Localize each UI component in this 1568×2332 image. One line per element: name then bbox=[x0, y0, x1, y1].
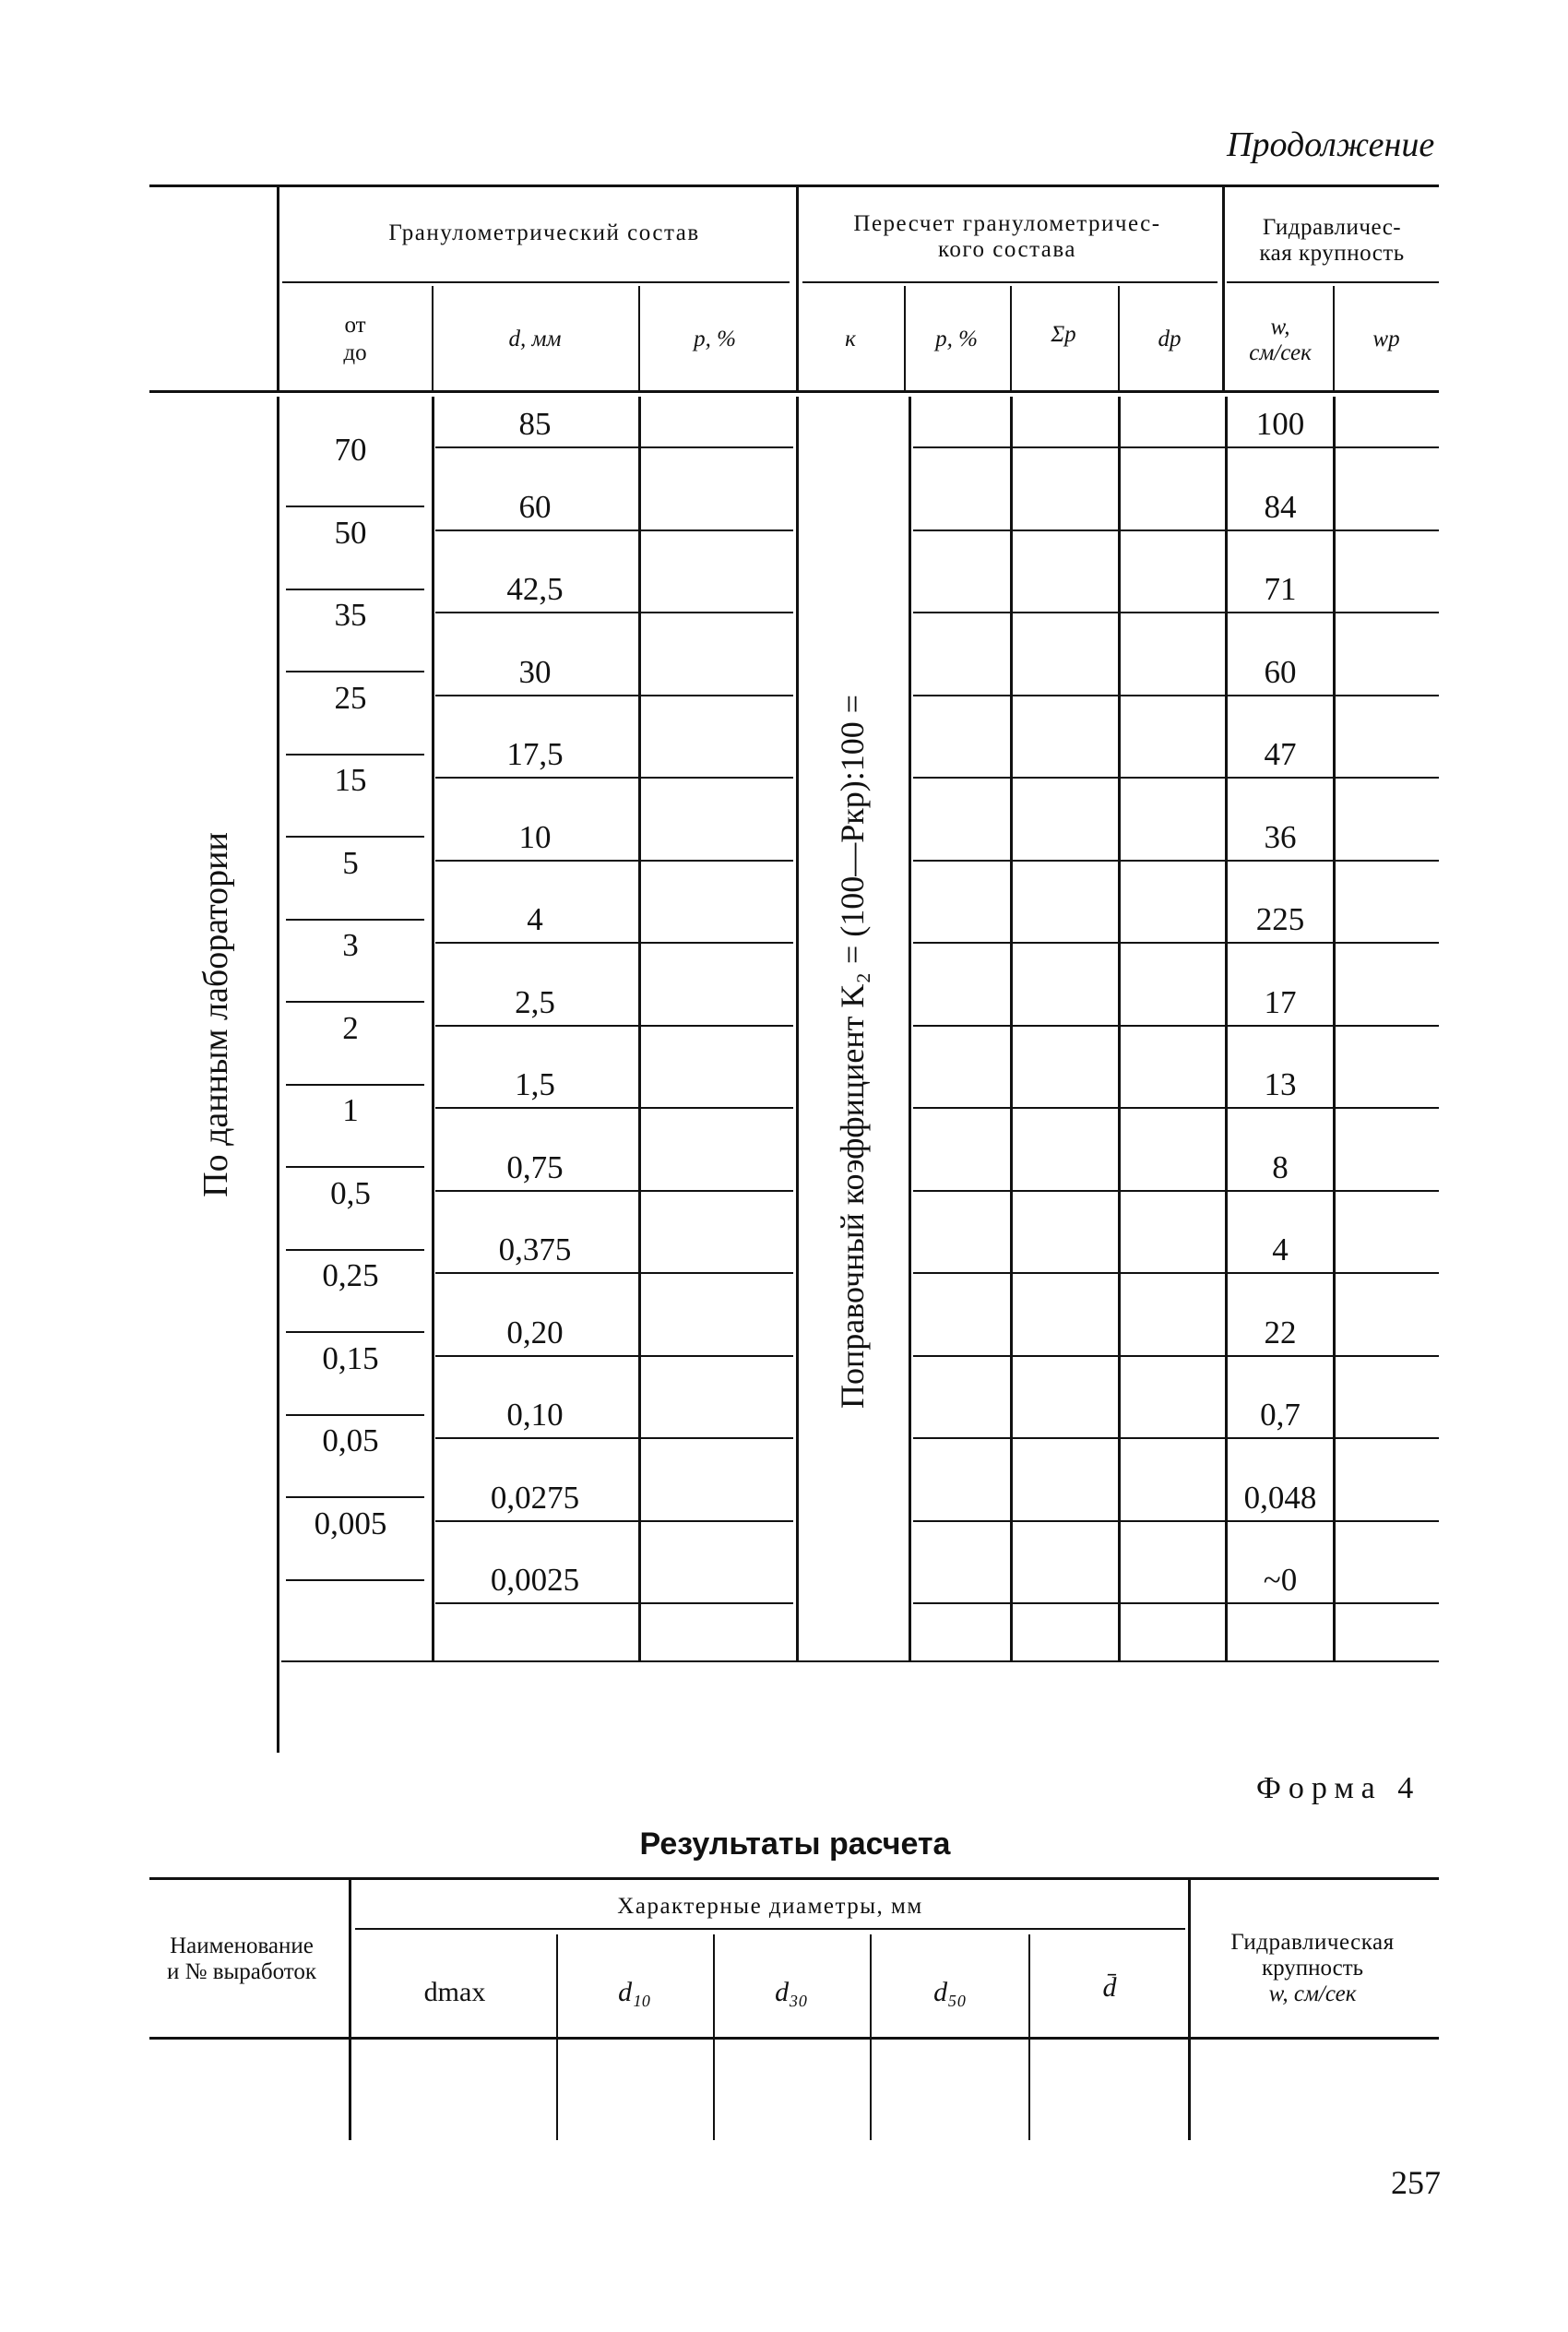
bound-rule bbox=[286, 1084, 424, 1086]
w-row-rule bbox=[913, 446, 1439, 448]
table2-hydraulic-line1: Гидравлическая bbox=[1230, 1930, 1395, 1955]
d-row-rule bbox=[435, 777, 793, 779]
correction-coefficient-label: Поправочный коэффициент K₂ = (100—Pкр):100 = bbox=[834, 694, 871, 1410]
d-row-rule bbox=[435, 612, 793, 613]
d-value: 42,5 bbox=[506, 571, 564, 607]
col-header-wp: wp bbox=[1372, 327, 1400, 351]
header-divider-group2 bbox=[1222, 184, 1225, 390]
d-value: 30 bbox=[518, 653, 552, 690]
col-header-sum-p: Σp bbox=[1051, 322, 1076, 347]
w-value: 60 bbox=[1264, 653, 1297, 690]
table2-diam-header: Характерные диаметры, мм bbox=[617, 1894, 923, 1919]
bound-rule bbox=[286, 1496, 424, 1498]
d-row-rule bbox=[435, 1437, 793, 1439]
bound-rule bbox=[286, 1001, 424, 1003]
w-value: 71 bbox=[1264, 571, 1297, 607]
col-header-w: w, bbox=[1270, 315, 1290, 339]
bound-value: 0,5 bbox=[330, 1174, 371, 1211]
w-value: 4 bbox=[1272, 1231, 1289, 1267]
bound-value: 0,005 bbox=[314, 1505, 387, 1541]
d-row-rule bbox=[435, 1602, 793, 1604]
diam-col-d50: d₅₀ bbox=[933, 1977, 967, 2007]
body-left-border bbox=[277, 397, 279, 1753]
header-subrule-hydraulic bbox=[1227, 281, 1439, 283]
bound-value: 25 bbox=[334, 679, 367, 716]
body-divider-k-left bbox=[796, 397, 799, 1660]
w-value: 84 bbox=[1264, 488, 1297, 525]
w-row-rule bbox=[913, 1190, 1439, 1192]
bound-value: 0,15 bbox=[322, 1339, 379, 1376]
table2-top-rule bbox=[149, 1877, 1439, 1880]
body-divider-w bbox=[1333, 397, 1336, 1660]
d-value: 17,5 bbox=[506, 736, 564, 772]
body-divider-k-right bbox=[909, 397, 911, 1660]
header-hydraulic-line1: Гидравличес- bbox=[1262, 215, 1402, 240]
diam-col-dmax: dmax bbox=[423, 1977, 486, 2007]
col-header-from: от bbox=[344, 313, 366, 338]
d-value: 0,0025 bbox=[490, 1562, 580, 1598]
d-value: 0,375 bbox=[498, 1231, 572, 1267]
header-bottom-rule bbox=[149, 390, 1439, 393]
w-row-rule bbox=[913, 529, 1439, 531]
diam-col-dmean: d̄ bbox=[1102, 1972, 1117, 2003]
bound-rule bbox=[286, 836, 424, 838]
header-recalc-line1: Пересчет гранулометричес- bbox=[853, 211, 1161, 236]
w-row-rule bbox=[913, 612, 1439, 613]
w-value: 22 bbox=[1264, 1314, 1297, 1350]
col-header-k: к bbox=[845, 327, 856, 351]
header-divider-p bbox=[638, 286, 640, 390]
header-divider-d bbox=[432, 286, 434, 390]
table2-divider-2 bbox=[713, 1934, 715, 2140]
w-row-rule bbox=[913, 1025, 1439, 1027]
bound-rule bbox=[286, 919, 424, 921]
bound-rule bbox=[286, 1166, 424, 1168]
header-divider-sum bbox=[1118, 286, 1120, 390]
bound-value: 50 bbox=[334, 514, 367, 551]
table2-diam-subrule bbox=[355, 1928, 1185, 1930]
d-value: 1,5 bbox=[515, 1066, 555, 1102]
bound-rule bbox=[286, 1414, 424, 1416]
d-value: 0,0275 bbox=[490, 1479, 580, 1516]
table2-hydraulic-line2: крупность bbox=[1261, 1956, 1364, 1981]
d-row-rule bbox=[435, 1355, 793, 1357]
table2-header-bottom-rule bbox=[149, 2037, 1439, 2040]
col-header-p: p, % bbox=[694, 327, 736, 351]
header-divider-w bbox=[1333, 286, 1335, 390]
bound-rule bbox=[286, 1579, 424, 1581]
bound-rule bbox=[286, 1331, 424, 1333]
w-row-rule bbox=[913, 1355, 1439, 1357]
bound-value: 35 bbox=[334, 597, 367, 633]
header-divider-p2 bbox=[1010, 286, 1012, 390]
body-divider-dp bbox=[1225, 397, 1228, 1660]
continuation-label: Продолжение bbox=[1227, 125, 1435, 164]
d-value: 0,10 bbox=[506, 1397, 564, 1433]
w-row-rule bbox=[913, 1107, 1439, 1109]
diam-col-d30: d₃₀ bbox=[775, 1977, 808, 2007]
bound-value: 15 bbox=[334, 762, 367, 798]
body-divider-d bbox=[432, 397, 434, 1660]
form-label: Форма 4 bbox=[1256, 1771, 1421, 1805]
w-row-rule bbox=[913, 1602, 1439, 1604]
w-value: 100 bbox=[1255, 406, 1305, 442]
header-divider-k bbox=[904, 286, 906, 390]
header-subrule-recalc bbox=[802, 281, 1218, 283]
d-row-rule bbox=[435, 446, 793, 448]
col-header-d: d, мм bbox=[508, 327, 562, 351]
table2-divider-4 bbox=[1028, 1934, 1030, 2140]
table2-divider-1 bbox=[556, 1934, 558, 2140]
table1-bottom-rule bbox=[281, 1660, 1439, 1662]
d-row-rule bbox=[435, 942, 793, 944]
bound-value: 3 bbox=[342, 927, 359, 963]
w-row-rule bbox=[913, 1520, 1439, 1522]
results-title: Результаты расчета bbox=[639, 1826, 951, 1862]
w-value: 8 bbox=[1272, 1148, 1289, 1185]
w-value: 13 bbox=[1264, 1066, 1297, 1102]
w-value: 36 bbox=[1264, 818, 1297, 855]
bound-value: 0,25 bbox=[322, 1257, 379, 1293]
header-hydraulic-line2: кая крупность bbox=[1259, 241, 1405, 266]
d-row-rule bbox=[435, 1107, 793, 1109]
w-value: 0,048 bbox=[1243, 1479, 1317, 1516]
table2-divider-name bbox=[349, 1877, 351, 2140]
body-divider-sum bbox=[1118, 397, 1121, 1660]
d-value: 2,5 bbox=[515, 983, 555, 1020]
bound-value: 70 bbox=[334, 432, 367, 468]
w-row-rule bbox=[913, 942, 1439, 944]
col-header-p2: p, % bbox=[935, 327, 978, 351]
w-value: 17 bbox=[1264, 983, 1297, 1020]
d-row-rule bbox=[435, 860, 793, 862]
w-value: 225 bbox=[1255, 901, 1305, 937]
col-header-w-unit: см/сек bbox=[1249, 340, 1312, 365]
d-row-rule bbox=[435, 1190, 793, 1192]
page-number: 257 bbox=[1391, 2164, 1441, 2201]
col-header-dp: dp bbox=[1158, 327, 1182, 351]
table2-name-line1: Наименование bbox=[170, 1933, 314, 1958]
d-value: 60 bbox=[518, 488, 552, 525]
diam-col-d10: d₁₀ bbox=[618, 1977, 651, 2007]
d-value: 0,20 bbox=[506, 1314, 564, 1350]
d-row-rule bbox=[435, 1025, 793, 1027]
bound-value: 2 bbox=[342, 1009, 359, 1046]
bound-value: 5 bbox=[342, 844, 359, 881]
header-divider-side bbox=[277, 184, 279, 390]
col-header-to: до bbox=[343, 340, 367, 365]
w-row-rule bbox=[913, 777, 1439, 779]
body-divider-p bbox=[638, 397, 641, 1660]
side-label-lab-data: По данным лаборатории bbox=[196, 832, 235, 1197]
d-value: 0,75 bbox=[506, 1148, 564, 1185]
w-row-rule bbox=[913, 695, 1439, 696]
w-row-rule bbox=[913, 1437, 1439, 1439]
w-value: 47 bbox=[1264, 736, 1297, 772]
table2-divider-hydraulic bbox=[1188, 1877, 1191, 2140]
table2-divider-3 bbox=[870, 1934, 872, 2140]
bound-rule bbox=[286, 1249, 424, 1251]
bound-rule bbox=[286, 506, 424, 507]
d-value: 4 bbox=[527, 901, 543, 937]
d-value: 10 bbox=[518, 818, 552, 855]
bound-value: 0,05 bbox=[322, 1422, 379, 1458]
w-value: 0,7 bbox=[1260, 1397, 1301, 1433]
header-granulometric: Гранулометрический состав bbox=[388, 220, 700, 245]
bound-value: 1 bbox=[342, 1092, 359, 1128]
d-row-rule bbox=[435, 529, 793, 531]
d-row-rule bbox=[435, 695, 793, 696]
header-recalc-line2: кого состава bbox=[938, 237, 1076, 262]
d-row-rule bbox=[435, 1272, 793, 1274]
header-divider-group1 bbox=[796, 184, 799, 390]
header-subrule-granulometric bbox=[282, 281, 790, 283]
w-row-rule bbox=[913, 1272, 1439, 1274]
bound-rule bbox=[286, 671, 424, 672]
w-value: ~0 bbox=[1263, 1562, 1298, 1598]
w-row-rule bbox=[913, 860, 1439, 862]
table1-top-rule bbox=[149, 184, 1439, 187]
table2-name-line2: и № выработок bbox=[166, 1959, 317, 1984]
bound-rule bbox=[286, 589, 424, 590]
body-divider-p2 bbox=[1010, 397, 1013, 1660]
table2-hydraulic-line3: w, см/сек bbox=[1268, 1981, 1357, 2006]
d-row-rule bbox=[435, 1520, 793, 1522]
bound-rule bbox=[286, 754, 424, 756]
d-value: 85 bbox=[518, 406, 552, 442]
